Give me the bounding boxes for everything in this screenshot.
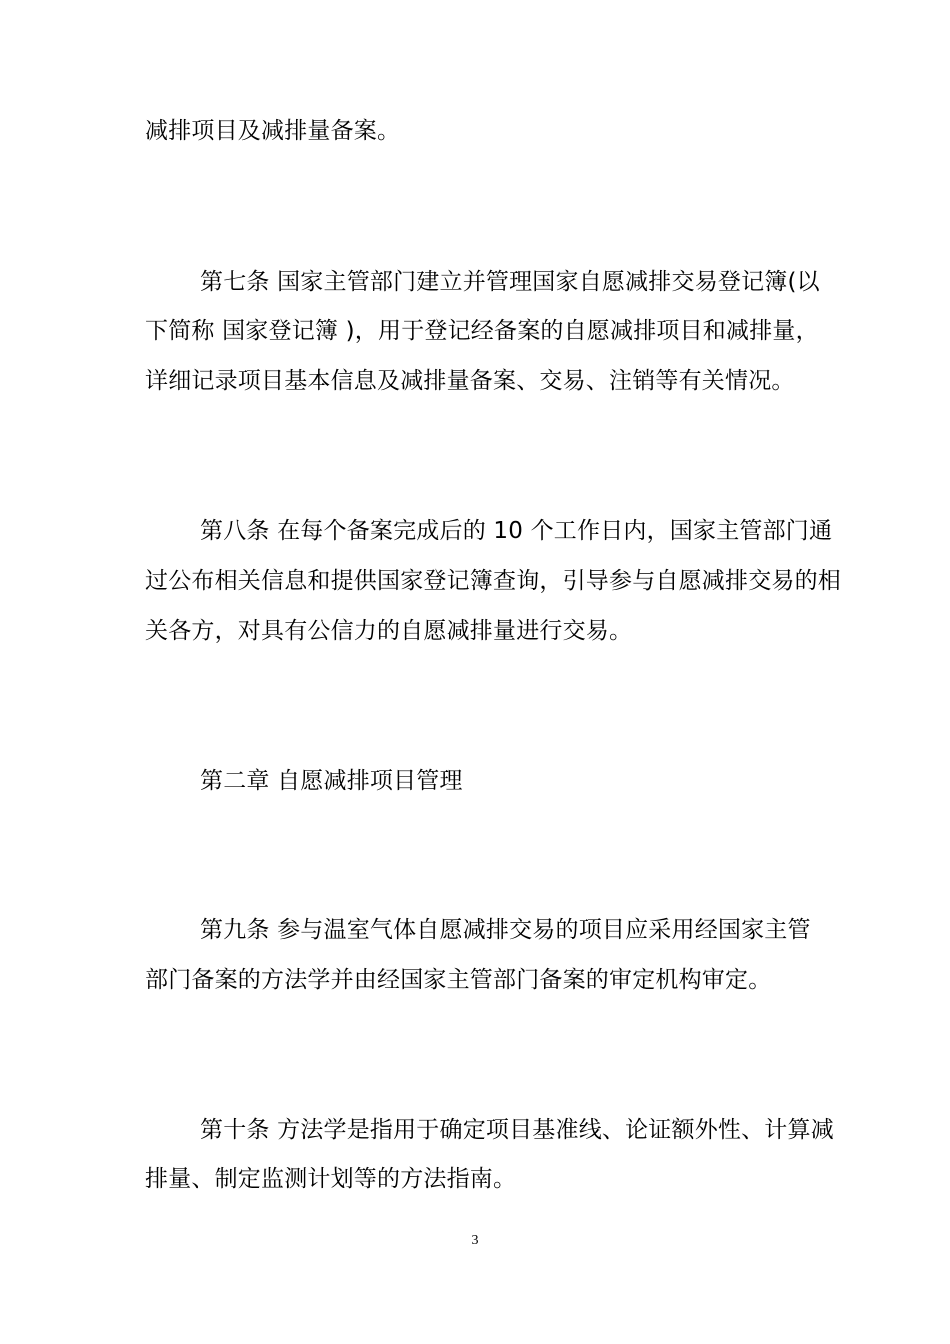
article-9-line-2: 部门备案的方法学并由经国家主管部门备案的审定机构审定。: [145, 967, 772, 993]
page-number: 3: [471, 1233, 479, 1248]
chapter-2-heading: 第二章 自愿减排项目管理: [200, 768, 463, 794]
article-7-line-2: 下简称 国家登记簿 )，用于登记经备案的自愿减排项目和减排量，: [145, 318, 819, 344]
article-8-line-1: 第八条 在每个备案完成后的 10 个工作日内，国家主管部门通: [200, 518, 833, 544]
article-7-line-3: 详细记录项目基本信息及减排量备案、交易、注销等有关情况。: [145, 368, 795, 394]
article-7-line-1: 第七条 国家主管部门建立并管理国家自愿减排交易登记簿(以: [200, 269, 820, 295]
article-9-line-1: 第九条 参与温室气体自愿减排交易的项目应采用经国家主管: [200, 917, 811, 943]
article-10-line-2: 排量、制定监测计划等的方法指南。: [145, 1166, 517, 1192]
article-8-line-3: 关各方，对具有公信力的自愿减排量进行交易。: [145, 618, 633, 644]
article-8-line-2: 过公布相关信息和提供国家登记簿查询，引导参与自愿减排交易的相: [145, 568, 841, 594]
article-10-line-1: 第十条 方法学是指用于确定项目基准线、论证额外性、计算减: [200, 1117, 834, 1143]
paragraph-line: 减排项目及减排量备案。: [145, 118, 401, 144]
